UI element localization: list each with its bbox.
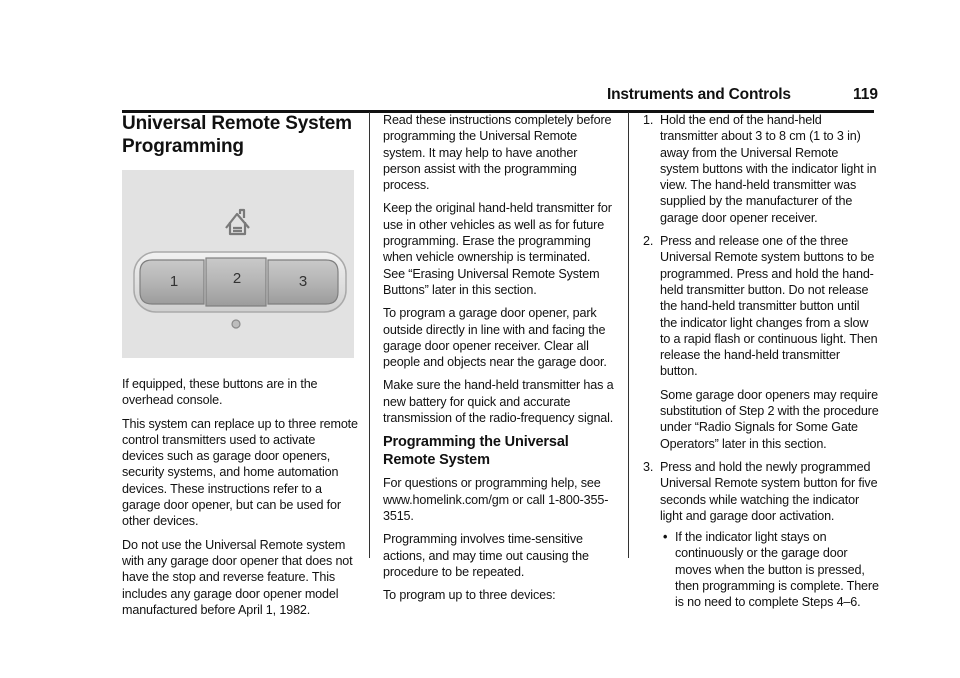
col2-paragraph-3: To program a garage door opener, park outside directly in line with and facing the garage door opener receiver. Clear all people and objects near the garage door. (383, 306, 607, 370)
universal-remote-buttons-figure (122, 170, 354, 358)
step-3-bullet (643, 529, 879, 610)
step-2-note: Some garage door openers may require substitution of Step 2 with the procedure under “Radio Signals for Some Gate Operators” later in this section. (660, 387, 879, 451)
section-title (122, 112, 358, 158)
step-1-number: 1. (643, 113, 654, 127)
section-title-line-2: Programming (122, 136, 244, 157)
col2-paragraph-4: Make sure the hand-held transmitter has a new battery for quick and accurate transmission of the radio-frequency signal. (383, 378, 614, 426)
remote-button-3-label: 3 (298, 273, 308, 290)
column-divider-1 (369, 112, 370, 558)
page-number: 119 (853, 86, 879, 103)
column-3 (643, 112, 879, 618)
figure-illustration (122, 170, 354, 358)
col1-paragraph-1: If equipped, these buttons are in the overhead console. (122, 377, 318, 408)
remote-button-1-label: 1 (169, 273, 179, 290)
step-1 (643, 112, 879, 226)
step-3 (643, 459, 879, 611)
step-3-text: Press and hold the newly programmed Universal Remote system button for five seconds while watching the indicator light and garage door activation. (660, 459, 878, 523)
col2-paragraph-2: Keep the original hand-held transmitter for use in other vehicles as well as for future programming. Erase the programming when vehicle ownership is terminated. See “Erasing Universal Remote System Buttons” later in this section. (383, 201, 612, 297)
garage-home-icon (226, 210, 249, 234)
subsection-title: Programming the Universal Remote System (383, 434, 569, 469)
section-title-line-1: Universal Remote System (122, 113, 352, 134)
col1-paragraph-3: Do not use the Universal Remote system with any garage door opener that does not have the stop and reverse feature. This includes any garage door opener model manufactured before April 1, 1982. (122, 537, 353, 617)
step-2-text: Press and release one of the three Universal Remote system buttons to be programmed. Press and hold the hand-held transmitter button. Do not release the hand-held transmitter button until the indicator light changes from a slow to a rapid flash or continuous light. Then release the hand-held transmitter button. (660, 234, 878, 379)
page-header (0, 86, 960, 108)
col2-paragraph-1: Read these instructions completely before programming the Universal Remote system. It may help to have another person assist with the programming process. (383, 113, 612, 193)
col2-paragraph-6: Programming involves time-sensitive actions, and may time out causing the procedure to be repeated. (383, 532, 589, 579)
indicator-light (232, 320, 240, 328)
col2-paragraph-7: To program up to three devices: (383, 588, 556, 603)
step-2 (643, 233, 879, 452)
column-2 (383, 112, 615, 610)
step-2-number: 2. (643, 234, 654, 249)
bullet-icon: • (663, 530, 668, 545)
remote-button-2-label: 2 (232, 270, 242, 287)
header-title: Instruments and Controls (607, 86, 791, 103)
step-3-bullet-text: If the indicator light stays on continuously or the garage door moves when the button is pressed, then programming is complete. There is no need to complete Steps 4–6. (675, 530, 879, 610)
column-1 (122, 112, 358, 625)
step-1-text: Hold the end of the hand-held transmitter about 3 to 8 cm (1 to 3 in) away from the Universal Remote system buttons with the indicator light in view. The hand-held transmitter was supplied by the manufacturer of the garage door opener receiver. (660, 113, 877, 225)
col1-paragraph-2: This system can replace up to three remote control transmitters used to activate devices such as garage door openers, security systems, and home automation devices. These instructions refer to a garage door opener, but can be used for other devices. (122, 416, 358, 529)
col2-paragraph-5: For questions or programming help, see www.homelink.com/gm or call 1-800-355-3515. (383, 476, 609, 523)
column-divider-2 (628, 112, 629, 558)
step-3-number: 3. (643, 459, 654, 474)
